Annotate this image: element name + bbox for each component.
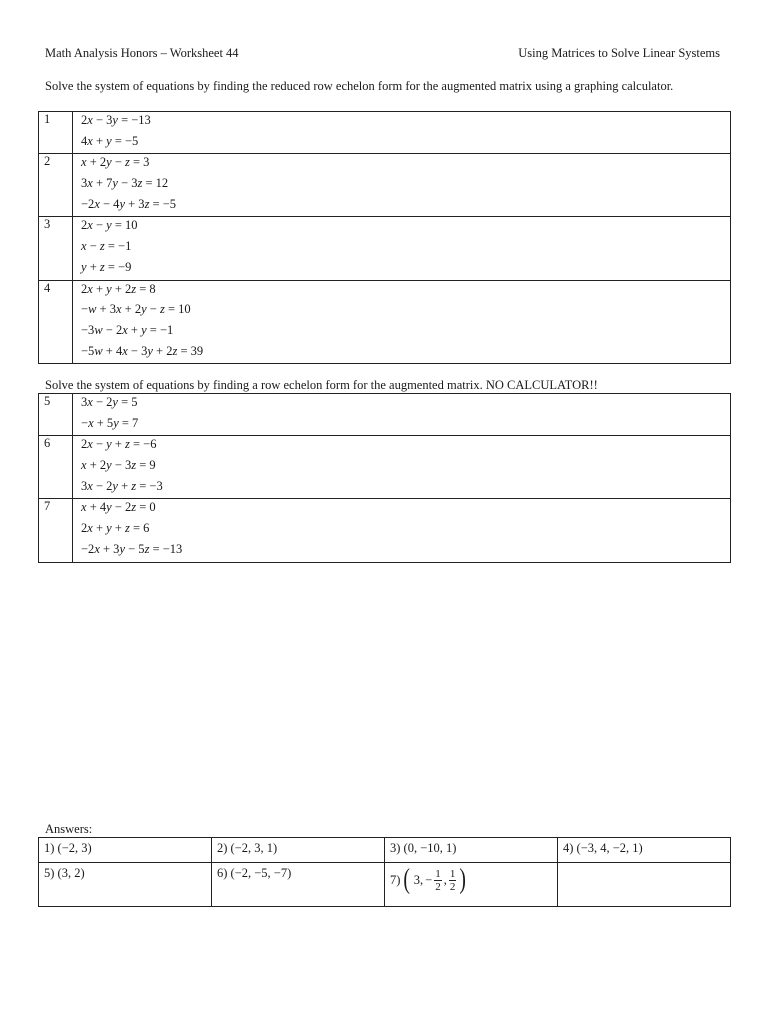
fraction [449, 868, 457, 893]
answer-cell: 2) (−2, 3, 1) [212, 838, 385, 863]
equation: −3w − 2x + y = −1 [81, 322, 174, 337]
section2-instruction: Solve the system of equations by finding a row echelon form for the augmented matrix. NO CALCULATOR!! [45, 378, 598, 392]
equation: 2x − y = 10 [81, 218, 138, 233]
problem-row [39, 280, 731, 364]
denominator: 2 [449, 880, 456, 893]
problem-number: 1 [39, 112, 73, 154]
problem-number: 3 [39, 217, 73, 280]
equation: −x + 5y = 7 [81, 415, 139, 430]
equation-list [73, 280, 731, 364]
equation: 2x + y + z = 6 [81, 521, 150, 536]
answer-7-neg: − [425, 872, 433, 887]
numerator: 1 [449, 867, 456, 880]
equation: 2x − 3y = −13 [81, 113, 151, 127]
problem-row [39, 394, 731, 436]
equation-list [73, 436, 731, 499]
problem-row [39, 217, 731, 280]
fraction [434, 868, 442, 893]
answer-cell-empty [558, 863, 731, 907]
problem-row [39, 154, 731, 217]
numerator: 1 [435, 867, 441, 880]
equation: y + z = −9 [81, 259, 132, 274]
problem-row [39, 112, 731, 154]
answer-7-sep: , [443, 872, 447, 887]
equation: −w + 3x + 2y − z = 10 [81, 302, 191, 317]
worksheet-title: Math Analysis Honors – Worksheet 44 [45, 46, 239, 60]
answer-cell: 3) (0, −10, 1) [385, 838, 558, 863]
answer-cell-7 [385, 863, 558, 907]
equation: x + 2y − z = 3 [81, 155, 150, 170]
problem-number: 5 [39, 394, 73, 436]
answer-7-label: 7) [390, 872, 401, 887]
equation: x + 4y − 2z = 0 [81, 500, 156, 515]
equation-list [73, 217, 731, 280]
problem-table-1 [38, 111, 731, 364]
section1-instruction: Solve the system of equations by finding the reduced row echelon form for the augmented matrix using a graphing calculator. [45, 79, 674, 93]
equation: x − z = −1 [81, 239, 132, 254]
problem-row [39, 499, 731, 562]
equation-list [73, 394, 731, 436]
equation: −2x − 4y + 3z = −5 [81, 196, 177, 211]
page-header [45, 46, 720, 64]
equation: −2x + 3y − 5z = −13 [81, 541, 183, 556]
worksheet-topic: Using Matrices to Solve Linear Systems [518, 46, 720, 60]
answers-label: Answers: [45, 822, 93, 836]
equation-list [73, 499, 731, 562]
equation: 2x + y + 2z = 8 [81, 281, 156, 296]
equation: x + 2y − 3z = 9 [81, 458, 156, 473]
equation: 4x + y = −5 [81, 133, 139, 148]
equation: 2x − y + z = −6 [81, 437, 157, 452]
equation: 3x − 2y = 5 [81, 395, 138, 409]
right-paren: ) [459, 864, 467, 895]
answer-7 [390, 866, 468, 894]
problem-number: 2 [39, 154, 73, 217]
problem-table-2 [38, 393, 731, 563]
problem-number: 4 [39, 280, 73, 364]
left-paren: ( [403, 864, 411, 895]
equation: −5w + 4x − 3y + 2z = 39 [81, 343, 204, 358]
equation: 3x + 7y − 3z = 12 [81, 176, 169, 191]
answer-cell: 1) (−2, 3) [39, 838, 212, 863]
problem-number: 6 [39, 436, 73, 499]
answers-row [39, 863, 731, 907]
answers-table [38, 837, 731, 907]
equation-list [73, 154, 731, 217]
problem-number: 7 [39, 499, 73, 562]
answer-cell: 5) (3, 2) [39, 863, 212, 907]
answers-row [39, 838, 731, 863]
denominator: 2 [435, 880, 441, 893]
answer-cell: 4) (−3, 4, −2, 1) [558, 838, 731, 863]
equation: 3x − 2y + z = −3 [81, 478, 163, 493]
equation-list [73, 112, 731, 154]
answer-cell: 6) (−2, −5, −7) [212, 863, 385, 907]
answer-7-first: 3, [413, 872, 424, 887]
problem-row [39, 436, 731, 499]
